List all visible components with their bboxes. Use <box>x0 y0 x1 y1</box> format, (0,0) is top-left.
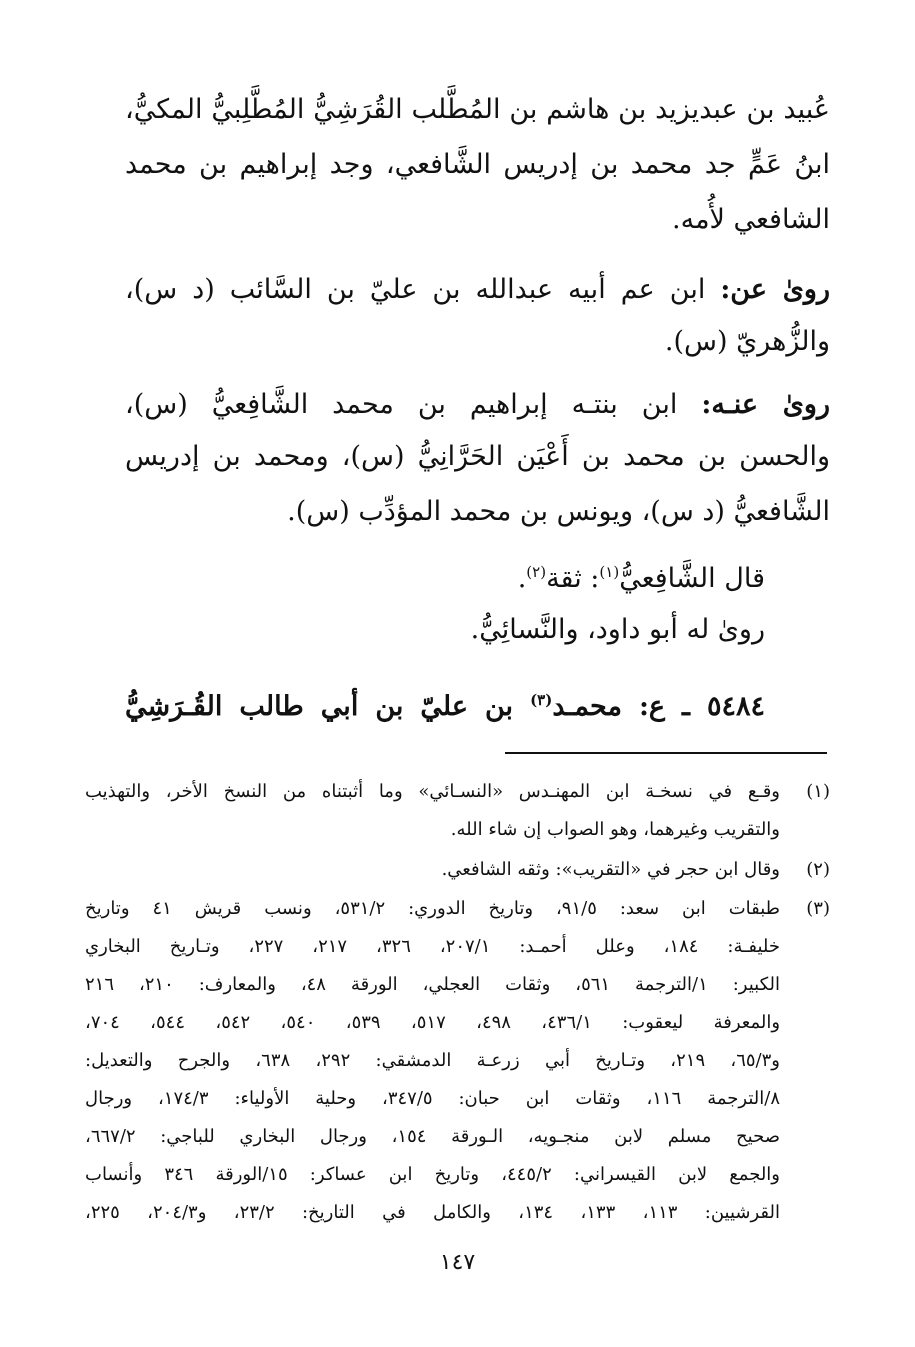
rawa-an-line-1 <box>125 270 830 310</box>
qala-prefix: قال الشَّافِعيُّ <box>619 563 765 594</box>
footnote-3-line-3: الكبير: ١/الترجمة ٥٦١، وثقات العجلي، الورقة ٤٨، والمعارف: ٢١٠، ٢١٦ <box>85 974 780 995</box>
footnote-ref-3[interactable]: (٣) <box>530 691 553 709</box>
qala-end: . <box>517 563 527 594</box>
footnote-ref-1[interactable]: (١) <box>599 563 620 581</box>
rawa-an-label: روىٰ عن: <box>720 274 830 305</box>
rawa-anhu-line-2: والحسن بن محمد بن أَعْيَن الحَرَّانِيُّ (س)، ومحمد بن إدريس <box>125 441 830 472</box>
entry-rest: بن عليّ بن أبي طالب القُـرَشِيُّ <box>125 691 514 722</box>
footnote-2-number: (٢) <box>806 859 830 880</box>
rawa-anhu-line-1 <box>125 385 830 425</box>
footnote-3-number: (٣) <box>806 898 830 919</box>
footnote-3-line-8: والجمع لابن القيسراني: ٤٤٥/٢، وتاريخ ابن عساكر: ١٥/الورقة ٣٤٦ وأنساب <box>85 1164 780 1185</box>
footnote-3-line-9: القرشيين: ١١٣، ١٣٣، ١٣٤، والكامل في التاريخ: ٢٣/٢، و٢٠٤/٣، ٢٢٥، <box>85 1202 781 1223</box>
entry-line-2: ابنُ عَمٍّ جد محمد بن إدريس الشَّافعي، وجد إبراهيم بن محمد <box>125 149 830 180</box>
rawa-anhu-line-3: الشَّافعيُّ (د س)، ويونس بن محمد المؤدِّب (س). <box>287 496 830 527</box>
footnote-1-line-1: وقـع في نسخـة ابن المهنـدس «النسـائي» وما أثبتناه من النسخ الأخر، والتهذيب <box>85 781 780 802</box>
qala-verdict: : ثقة <box>546 563 600 594</box>
footnote-3-line-2: خليفـة: ١٨٤، وعلل أحمـد: ٢٠٧/١، ٣٢٦، ٢١٧، ٢٢٧، وتـاريخ البخاري <box>85 936 781 957</box>
footnote-divider <box>505 752 827 754</box>
rawa-lahu-line: روىٰ له أبو داود، والنَّسائِيُّ. <box>470 614 765 645</box>
footnote-3-line-5: و٦٥/٣، ٢١٩، وتـاريخ أبي زرعـة الدمشقي: ٢٩٢، ٦٣٨، والجرح والتعديل: <box>85 1050 780 1071</box>
footnote-ref-2[interactable]: (٢) <box>526 563 547 581</box>
rawa-an-line-2: والزُّهريّ (س). <box>664 326 830 357</box>
footnote-3-line-7: صحيح مسلم لابن منجـويه، الـورقة ١٥٤، ورجال البخاري للباجي: ٦٦٧/٢، <box>85 1126 780 1147</box>
entry-number: ٥٤٨٤ ـ ع: <box>638 691 765 722</box>
footnote-3-line-6: ٨/الترجمة ١١٦، وثقات ابن حبان: ٣٤٧/٥، وحلية الأولياء: ١٧٤/٣، ورجال <box>85 1088 780 1109</box>
rawa-anhu-text-1: ابن بنتـه إبراهيم بن محمد الشَّافِعيُّ (س)، <box>125 389 678 420</box>
footnote-2-line-1: وقال ابن حجر في «التقريب»: وثقه الشافعي. <box>441 859 780 880</box>
entry-name: محمـد$^{(٣)}$ <box>530 691 622 722</box>
rawa-anhu-label: روىٰ عنـه: <box>701 389 830 420</box>
entry-line-1: عُبيد بن عبديزيد بن هاشم بن المُطَّلب القُرَشِيُّ المُطَّلِبيُّ المكيُّ، <box>125 94 830 125</box>
footnote-1-number: (١) <box>806 781 830 802</box>
qala-line <box>518 552 765 599</box>
next-entry-heading <box>125 680 765 727</box>
footnote-3-line-4: والمعرفة ليعقوب: ٤٣٦/١، ٤٩٨، ٥١٧، ٥٣٩، ٥٤٠، ٥٤٢، ٥٤٤، ٧٠٤، <box>85 1012 781 1033</box>
rawa-an-text-1: ابن عم أبيه عبدالله بن عليّ بن السَّائب (د س)، <box>125 274 706 305</box>
footnote-3-line-1: طبقات ابن سعد: ٩١/٥، وتاريخ الدوري: ٥٣١/٢، ونسب قريش ٤١ وتاريخ <box>85 898 781 919</box>
page-number: ١٤٧ <box>439 1250 476 1275</box>
footnote-1-line-2: والتقريب وغيرهما، وهو الصواب إن شاء الله. <box>450 819 780 840</box>
entry-line-3: الشافعي لأُمه. <box>672 204 830 235</box>
